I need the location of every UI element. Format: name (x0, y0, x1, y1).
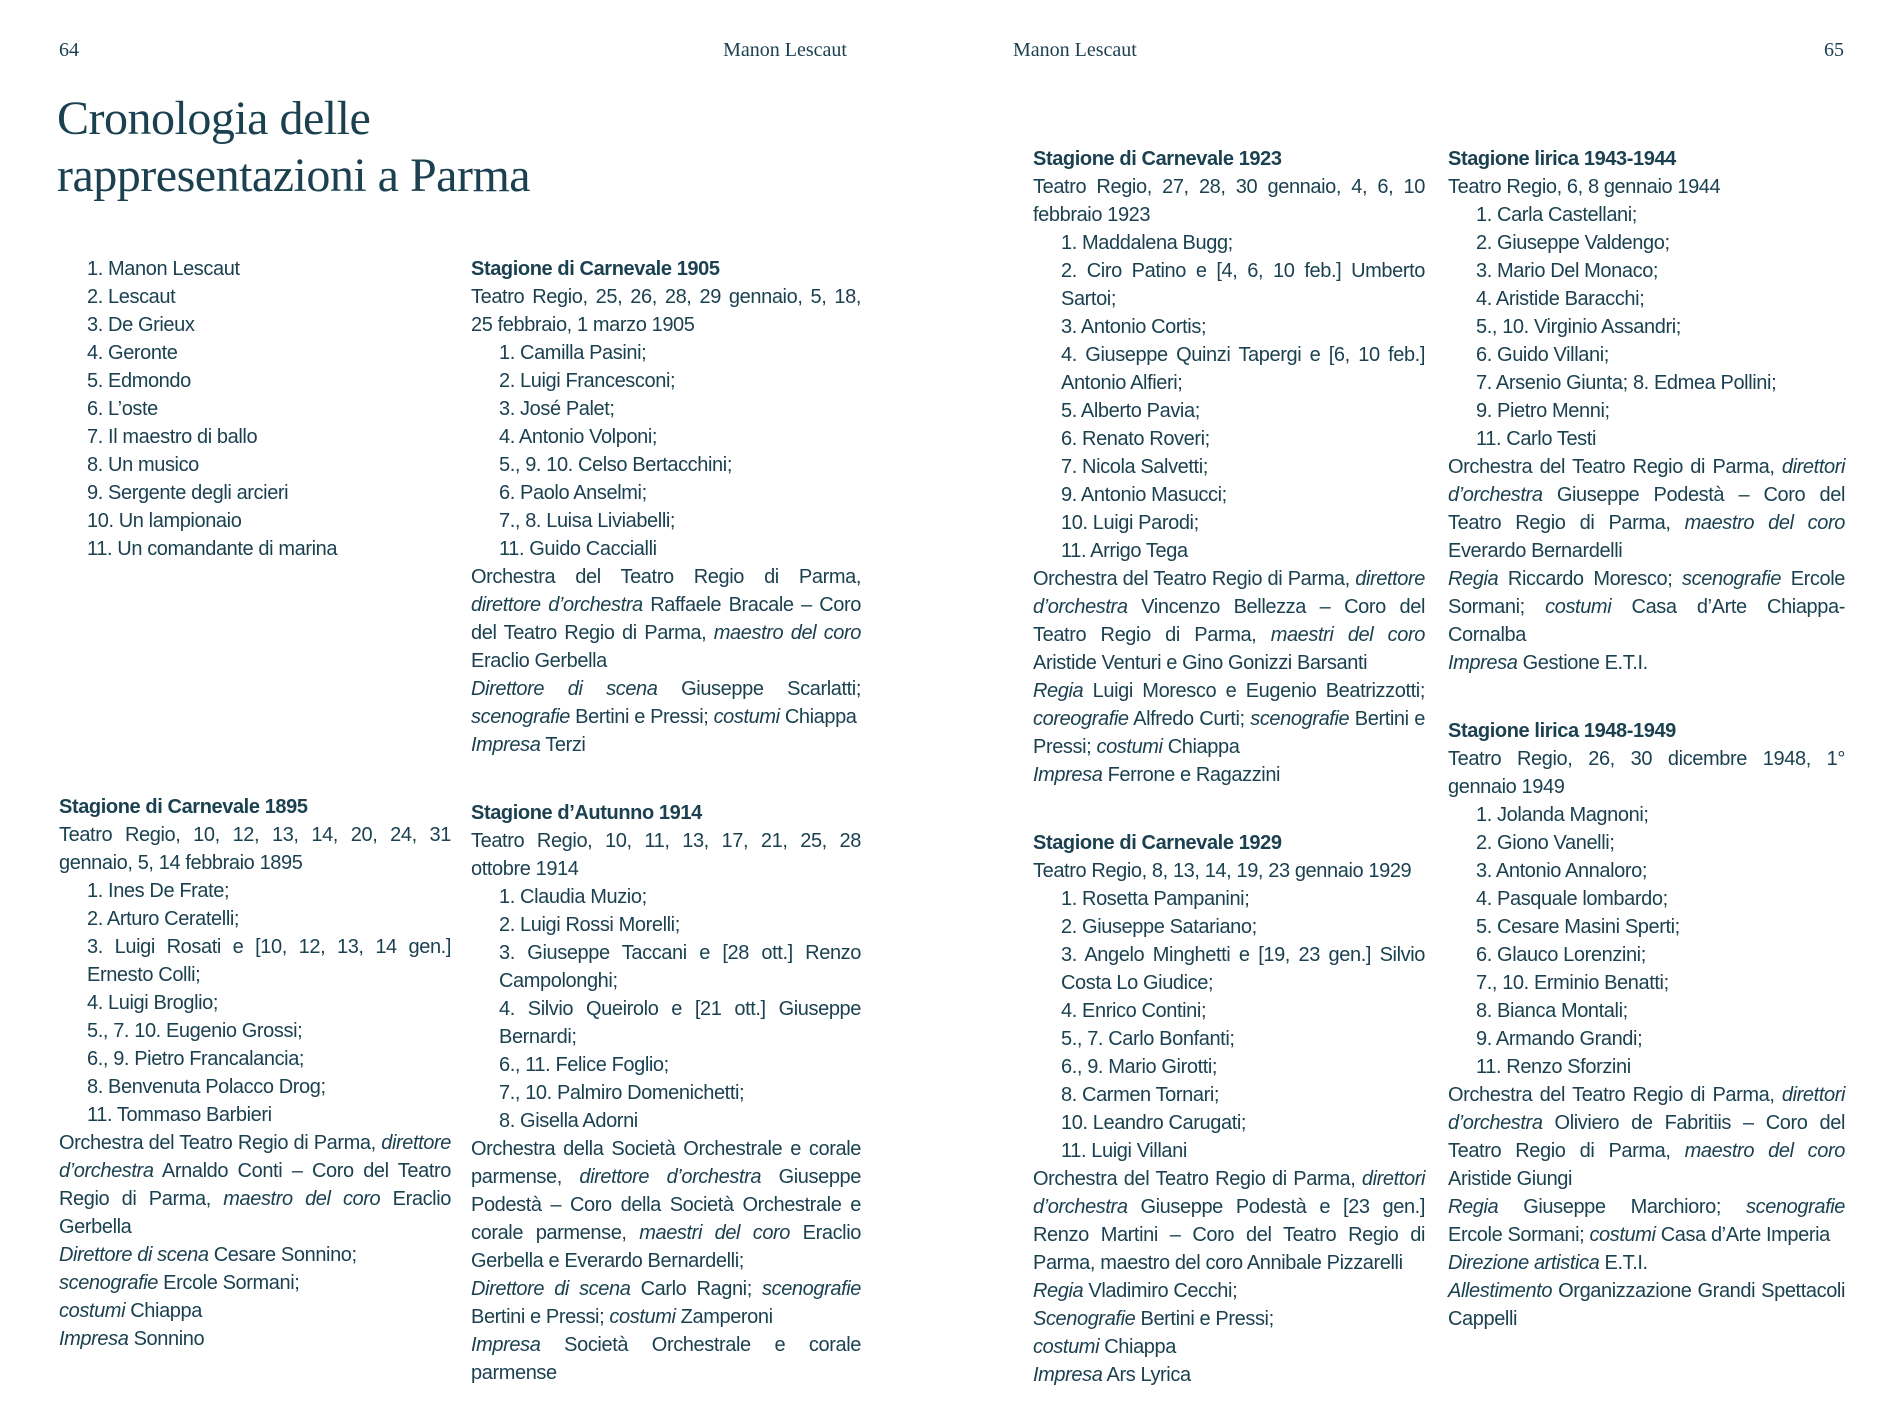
cast-item: 6. Paolo Anselmi; (499, 482, 647, 504)
credit-role-label: costumi (713, 706, 780, 728)
credit-line (1033, 1305, 1425, 1333)
credit-text: Oliviero de Fabritiis – Coro del Teatro Regio di Parma, (1448, 1112, 1845, 1162)
credit-line (59, 1325, 451, 1353)
credits-paragraph (1033, 677, 1425, 761)
credit-role-label: costumi (1589, 1224, 1656, 1246)
season-heading: Stagione lirica 1948-1949 (1448, 720, 1676, 742)
cast-item: 5., 7. 10. Eugenio Grossi; (87, 1020, 303, 1042)
page-number-right: 65 (1824, 39, 1844, 61)
credit-text: Terzi (540, 734, 586, 756)
chapter-title-line1: Cronologia delle (57, 92, 371, 145)
credit-role-label: Impresa (59, 1328, 129, 1350)
credit-text: Orchestra del Teatro Regio di Parma, (59, 1132, 382, 1154)
cast-item: 8. Bianca Montali; (1476, 1000, 1628, 1022)
cast-item: 11. Carlo Testi (1476, 428, 1596, 450)
cast-item: 3. De Grieux (87, 314, 195, 336)
credit-text: Everardo Bernardelli (1448, 540, 1623, 562)
cast-item: 1. Ines De Frate; (87, 880, 230, 902)
column-4 (1448, 145, 1845, 1333)
cast-item: 1. Rosetta Pampanini; (1061, 888, 1250, 910)
cast-list (59, 255, 451, 563)
credit-text: Casa d’Arte Imperia (1655, 1224, 1830, 1246)
section-gap (1448, 677, 1845, 717)
credit-role-label: costumi (1033, 1336, 1100, 1358)
credit-text: Eraclio Gerbella (59, 1188, 451, 1238)
cast-item: 4. Geronte (87, 342, 178, 364)
credit-text: Bertini e Pressi; (1033, 708, 1425, 758)
cast-item: 2. Luigi Francesconi; (499, 370, 676, 392)
column-1 (59, 255, 451, 1353)
cast-item: 2. Arturo Ceratelli; (87, 908, 240, 930)
cast-item: 9. Sergente degli arcieri (87, 482, 289, 504)
credit-role-label: scenografie (1746, 1196, 1845, 1218)
credits-paragraph (1448, 565, 1845, 649)
credit-line (59, 1297, 451, 1325)
credit-text: Chiappa (1099, 1336, 1176, 1358)
credits-paragraph (1033, 565, 1425, 677)
credit-text: Arnaldo Conti – Coro del Teatro Regio di Parma, (59, 1160, 451, 1210)
credit-text: Orchestra del Teatro Regio di Parma, (1448, 1084, 1782, 1106)
cast-item: 5., 7. Carlo Bonfanti; (1061, 1028, 1235, 1050)
credit-role-label: direttore d’orchestra (579, 1166, 762, 1188)
credit-role-label: maestro del coro (223, 1188, 381, 1210)
venue-dates: Teatro Regio, 6, 8 gennaio 1944 (1448, 176, 1721, 198)
credits-paragraph (1033, 1165, 1425, 1277)
credit-role-label: Impresa (1448, 652, 1518, 674)
season-heading: Stagione di Carnevale 1923 (1033, 148, 1282, 170)
credit-role-label: costumi (1545, 596, 1612, 618)
credit-role-label: Allestimento (1448, 1280, 1553, 1302)
section-gap (471, 759, 861, 799)
credit-role-label: maestro del coro (713, 622, 861, 644)
credit-text: Orchestra del Teatro Regio di Parma, (1448, 456, 1782, 478)
cast-item: 9. Pietro Menni; (1476, 400, 1610, 422)
credit-role-label: Regia (1033, 680, 1084, 702)
cast-item: 7., 8. Luisa Liviabelli; (499, 510, 676, 532)
cast-list (1448, 801, 1845, 1081)
credit-role-label: Impresa (1033, 1364, 1103, 1386)
cast-item: 2. Lescaut (87, 286, 176, 308)
cast-item: 5. Alberto Pavia; (1061, 400, 1200, 422)
cast-item: 1. Camilla Pasini; (499, 342, 647, 364)
credits-paragraph (1448, 1277, 1845, 1333)
credit-text: Aristide Venturi e Gino Gonizzi Barsanti (1033, 652, 1368, 674)
column-2 (471, 255, 861, 1387)
cast-list (471, 339, 861, 563)
season-heading: Stagione di Carnevale 1929 (1033, 832, 1282, 854)
cast-item: 11. Renzo Sforzini (1476, 1056, 1631, 1078)
credit-line (59, 1269, 451, 1297)
credit-text: Eraclio Gerbella (471, 650, 607, 672)
credit-text: Luigi Moresco e Eugenio Beatrizzotti; (1083, 680, 1425, 702)
cast-item: 8. Un musico (87, 454, 199, 476)
credits-paragraph (1448, 1193, 1845, 1249)
cast-list (1033, 229, 1425, 565)
credit-line (1033, 1361, 1425, 1389)
credit-text: Raffaele Bracale – Coro del Teatro Regio di Parma, (471, 594, 861, 644)
cast-item: 4. Antonio Volponi; (499, 426, 658, 448)
credit-role-label: costumi (1096, 736, 1163, 758)
credit-role-label: scenografie (1682, 568, 1782, 590)
cast-item: 3. Mario Del Monaco; (1476, 260, 1659, 282)
cast-item: 1. Claudia Muzio; (499, 886, 647, 908)
venue-dates: Teatro Regio, 8, 13, 14, 19, 23 gennaio 1929 (1033, 860, 1412, 882)
cast-item: 8. Benvenuta Polacco Drog; (87, 1076, 326, 1098)
credit-role-label: Impresa (1033, 764, 1103, 786)
credit-text: Cesare Sonnino; (208, 1244, 357, 1266)
cast-item: 6. Renato Roveri; (1061, 428, 1210, 450)
cast-item: 9. Armando Grandi; (1476, 1028, 1643, 1050)
venue-dates: Teatro Regio, 10, 12, 13, 14, 20, 24, 31 gennaio, 5, 14 febbraio 1895 (59, 824, 451, 874)
credit-text: Organizzazione Grandi Spettacoli Cappelli (1448, 1280, 1845, 1330)
cast-item: 3. Antonio Cortis; (1061, 316, 1207, 338)
credit-text: Eraclio Gerbella e Everardo Bernardelli; (471, 1222, 861, 1272)
cast-item: 11. Luigi Villani (1061, 1140, 1187, 1162)
credit-role-label: costumi (59, 1300, 126, 1322)
credits-paragraph (471, 1275, 861, 1331)
cast-list (1033, 885, 1425, 1165)
season-heading: Stagione lirica 1943-1944 (1448, 148, 1676, 170)
cast-item: 7. Il maestro di ballo (87, 426, 258, 448)
credit-text: Ars Lyrica (1102, 1364, 1191, 1386)
cast-item: 7. Nicola Salvetti; (1061, 456, 1208, 478)
cast-item: 3. Luigi Rosati e [10, 12, 13, 14 gen.] Ernesto Colli; (87, 936, 451, 986)
credit-line (471, 731, 861, 759)
column-3 (1033, 145, 1425, 1389)
credit-role-label: Regia (1448, 568, 1499, 590)
credit-role-label: scenografie (762, 1278, 861, 1300)
cast-item: 6., 11. Felice Foglio; (499, 1054, 669, 1076)
credit-line (1033, 1277, 1425, 1305)
credit-role-label: Regia (1033, 1280, 1084, 1302)
credit-text: Giuseppe Podestà – Coro della Società Orchestrale e corale parmense, (471, 1166, 861, 1244)
cast-item: 3. José Palet; (499, 398, 615, 420)
cast-item: 11. Un comandante di marina (87, 538, 338, 560)
chapter-title (57, 90, 530, 204)
page-number-left: 64 (59, 39, 79, 61)
cast-item: 1. Maddalena Bugg; (1061, 232, 1233, 254)
cast-item: 10. Leandro Carugati; (1061, 1112, 1247, 1134)
cast-item: 4. Enrico Contini; (1061, 1000, 1207, 1022)
credit-text: Ercole Sormani; (1448, 1224, 1590, 1246)
cast-item: 8. Gisella Adorni (499, 1110, 638, 1132)
credit-text: Chiappa (1162, 736, 1240, 758)
cast-item: 5. Cesare Masini Sperti; (1476, 916, 1680, 938)
credit-role-label: maestri del coro (639, 1222, 791, 1244)
credit-line (59, 1241, 451, 1269)
credit-role-label: costumi (609, 1306, 676, 1328)
credit-text: Bertini e Pressi; (570, 706, 714, 728)
credit-role-label: scenografie (1250, 708, 1350, 730)
cast-item: 5. Edmondo (87, 370, 191, 392)
running-head-left: Manon Lescaut (723, 39, 847, 61)
credit-role-label: direttori d’orchestra (1448, 456, 1845, 506)
cast-item: 11. Guido Caccialli (499, 538, 657, 560)
cast-item: 5., 10. Virginio Assandri; (1476, 316, 1681, 338)
credit-role-label: Scenografie (1033, 1308, 1136, 1330)
cast-item: 1. Manon Lescaut (87, 258, 240, 280)
credit-text: Società Orchestrale e corale parmense (471, 1334, 861, 1384)
season-heading: Stagione di Carnevale 1895 (59, 796, 308, 818)
credits-paragraph (471, 1331, 861, 1387)
cast-item: 4. Pasquale lombardo; (1476, 888, 1668, 910)
credit-role-label: direttori d’orchestra (1033, 1168, 1425, 1218)
credits-paragraph (1448, 453, 1845, 565)
cast-item: 7. Arsenio Giunta; 8. Edmea Pollini; (1476, 372, 1777, 394)
cast-item: 3. Angelo Minghetti e [19, 23 gen.] Silvio Costa Lo Giudice; (1061, 944, 1425, 994)
credit-text: Orchestra del Teatro Regio di Parma, (1033, 568, 1356, 590)
credit-text: Vladimiro Cecchi; (1083, 1280, 1238, 1302)
season-heading: Stagione di Carnevale 1905 (471, 258, 720, 280)
cast-list (59, 877, 451, 1129)
cast-item: 1. Carla Castellani; (1476, 204, 1637, 226)
credit-text: Gestione E.T.I. (1517, 652, 1648, 674)
credit-role-label: direttori d’orchestra (1448, 1084, 1845, 1134)
chapter-title-line2: rappresentazioni a Parma (57, 149, 531, 202)
credit-role-label: maestro del coro (1684, 1140, 1845, 1162)
cast-item: 7., 10. Palmiro Domenichetti; (499, 1082, 745, 1104)
venue-dates: Teatro Regio, 10, 11, 13, 17, 21, 25, 28 ottobre 1914 (471, 830, 861, 880)
cast-item: 10. Luigi Parodi; (1061, 512, 1199, 534)
section-gap (59, 563, 451, 793)
credit-text: Ercole Sormani; (158, 1272, 300, 1294)
cast-item: 6. Guido Villani; (1476, 344, 1609, 366)
cast-item: 2. Luigi Rossi Morelli; (499, 914, 680, 936)
cast-item: 9. Antonio Masucci; (1061, 484, 1227, 506)
credit-text: Casa d’Arte Chiappa-Cornalba (1448, 596, 1845, 646)
credit-text: Giuseppe Podestà – Coro del Teatro Regio di Parma, (1448, 484, 1845, 534)
cast-item: 7., 10. Erminio Benatti; (1476, 972, 1669, 994)
cast-item: 11. Tommaso Barbieri (87, 1104, 272, 1126)
credit-role-label: direttore d’orchestra (1033, 568, 1425, 618)
credits-paragraph (471, 1135, 861, 1275)
venue-dates: Teatro Regio, 26, 30 dicembre 1948, 1° gennaio 1949 (1448, 748, 1845, 798)
credit-line (1448, 649, 1845, 677)
credits-paragraph (59, 1129, 451, 1241)
cast-item: 10. Un lampionaio (87, 510, 242, 532)
credit-role-label: Direttore di scena (471, 678, 658, 700)
credit-text: Giuseppe Marchioro; (1498, 1196, 1746, 1218)
credits-paragraph (471, 675, 861, 731)
credit-text: Orchestra del Teatro Regio di Parma, (1033, 1168, 1362, 1190)
credit-text: Ferrone e Ragazzini (1102, 764, 1281, 786)
credit-role-label: maestri del coro (1270, 624, 1425, 646)
cast-item: 4. Giuseppe Quinzi Tapergi e [6, 10 feb.] Antonio Alfieri; (1061, 344, 1425, 394)
cast-item: 4. Silvio Queirolo e [21 ott.] Giuseppe Bernardi; (499, 998, 861, 1048)
credit-text: Vincenzo Bellezza – Coro del Teatro Regio di Parma, (1033, 596, 1425, 646)
credit-role-label: scenografie (471, 706, 570, 728)
credit-text: E.T.I. (1599, 1252, 1648, 1274)
credit-role-label: Direttore di scena (59, 1244, 209, 1266)
credit-text: Bertini e Pressi; (1135, 1308, 1274, 1330)
cast-item: 5., 9. 10. Celso Bertacchini; (499, 454, 732, 476)
credit-text: Orchestra del Teatro Regio di Parma, (471, 566, 861, 588)
venue-dates: Teatro Regio, 25, 26, 28, 29 gennaio, 5, 18, 25 febbraio, 1 marzo 1905 (471, 286, 861, 336)
credit-text: Giuseppe Scarlatti; (657, 678, 861, 700)
credit-text: Aristide Giungi (1448, 1168, 1573, 1190)
cast-list (471, 883, 861, 1135)
credit-role-label: Regia (1448, 1196, 1499, 1218)
credit-text: Giuseppe Podestà e [23 gen.] Renzo Martini – Coro del Teatro Regio di Parma, maestro del coro Annibale Pizzarelli (1033, 1196, 1425, 1274)
credit-role-label: direttore d’orchestra (471, 594, 643, 616)
venue-dates: Teatro Regio, 27, 28, 30 gennaio, 4, 6, 10 febbraio 1923 (1033, 176, 1425, 226)
credit-text: Chiappa (779, 706, 857, 728)
credit-text: Riccardo Moresco; (1498, 568, 1683, 590)
credit-role-label: maestro del coro (1684, 512, 1845, 534)
cast-item: 2. Giuseppe Valdengo; (1476, 232, 1670, 254)
credit-text: Bertini e Pressi; (471, 1306, 610, 1328)
cast-list (1448, 201, 1845, 453)
cast-item: 3. Giuseppe Taccani e [28 ott.] Renzo Campolonghi; (499, 942, 861, 992)
cast-item: 2. Giuseppe Satariano; (1061, 916, 1257, 938)
cast-item: 8. Carmen Tornari; (1061, 1084, 1220, 1106)
cast-item: 2. Ciro Patino e [4, 6, 10 feb.] Umberto Sartoi; (1061, 260, 1425, 310)
credit-line (1448, 1249, 1845, 1277)
cast-item: 6., 9. Pietro Francalancia; (87, 1048, 305, 1070)
running-head-right: Manon Lescaut (1013, 39, 1137, 61)
cast-item: 11. Arrigo Tega (1061, 540, 1188, 562)
cast-item: 2. Giono Vanelli; (1476, 832, 1615, 854)
credit-role-label: Impresa (471, 734, 541, 756)
cast-item: 6. Glauco Lorenzini; (1476, 944, 1646, 966)
section-gap (1033, 789, 1425, 829)
season-heading: Stagione d’Autunno 1914 (471, 802, 702, 824)
credit-text: Zamperoni (675, 1306, 773, 1328)
credit-role-label: scenografie (59, 1272, 158, 1294)
cast-item: 6., 9. Mario Girotti; (1061, 1056, 1218, 1078)
credit-line (1033, 1333, 1425, 1361)
cast-item: 6. L’oste (87, 398, 158, 420)
credit-text: Chiappa (125, 1300, 202, 1322)
credits-paragraph (1448, 1081, 1845, 1193)
credit-text: Ercole Sormani; (1448, 568, 1846, 618)
credit-role-label: Impresa (471, 1334, 541, 1356)
cast-item: 4. Luigi Broglio; (87, 992, 219, 1014)
cast-item: 1. Jolanda Magnoni; (1476, 804, 1649, 826)
credit-text: Orchestra della Società Orchestrale e corale parmense, (471, 1138, 861, 1188)
credit-role-label: direttore d’orchestra (59, 1132, 451, 1182)
cast-item: 3. Antonio Annaloro; (1476, 860, 1648, 882)
cast-item: 4. Aristide Baracchi; (1476, 288, 1645, 310)
credit-text: Sonnino (128, 1328, 205, 1350)
credit-role-label: coreografie (1033, 708, 1129, 730)
credits-paragraph (471, 563, 861, 675)
credit-role-label: Direttore di scena (471, 1278, 631, 1300)
credit-text: Carlo Ragni; (630, 1278, 762, 1300)
credit-line (1033, 761, 1425, 789)
credit-role-label: Direzione artistica (1448, 1252, 1600, 1274)
credit-text: Alfredo Curti; (1128, 708, 1251, 730)
